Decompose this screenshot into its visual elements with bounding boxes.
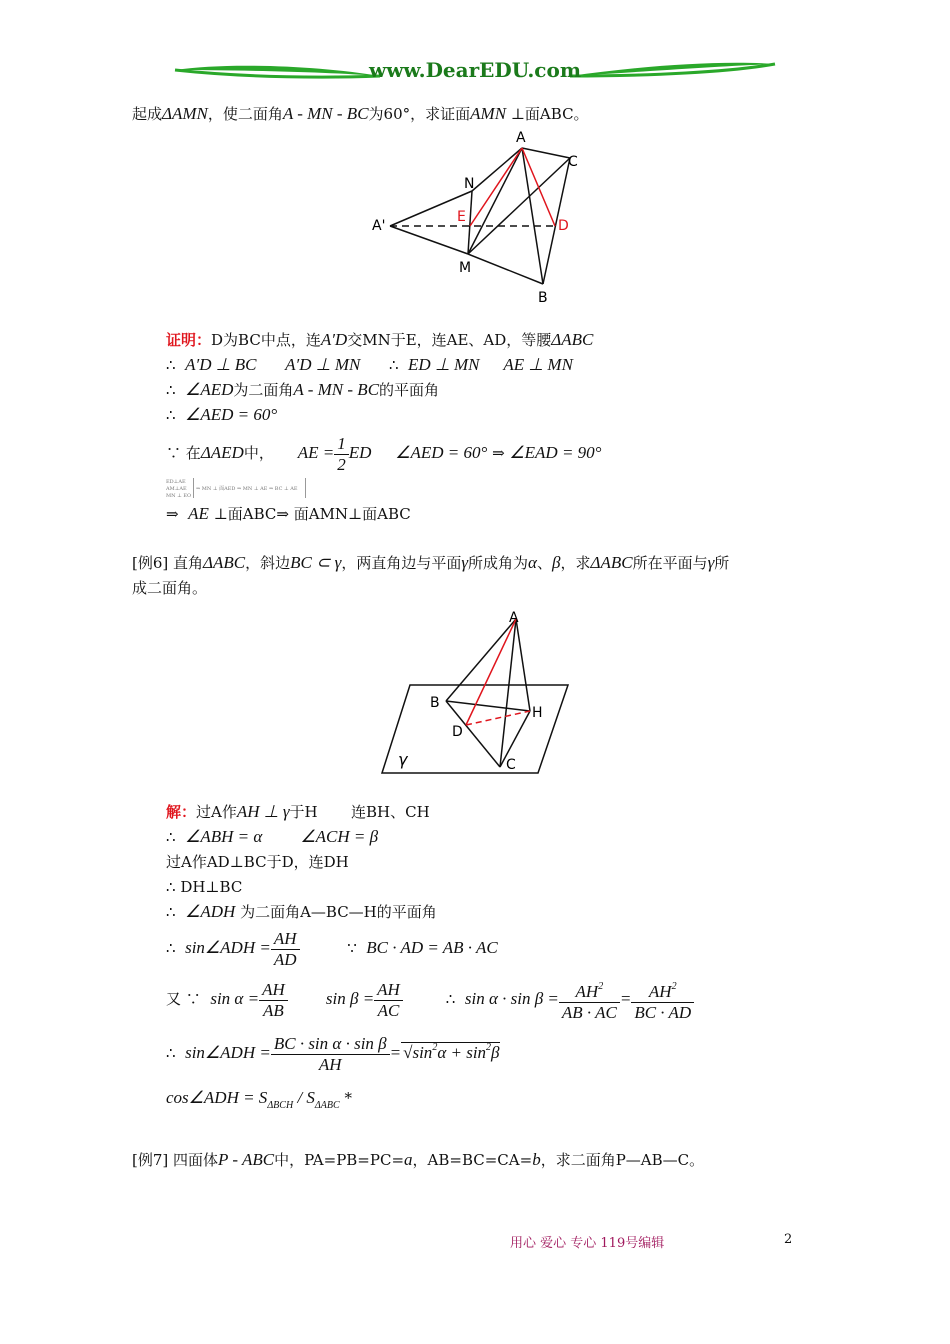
fraction-ah-ab: $\frac{AH}{AB}$ xyxy=(259,980,288,1021)
ex6-line2: 成二面角。 xyxy=(132,579,208,597)
footer-slogan: 用心 爱心 专心 119号编辑 xyxy=(510,1236,665,1251)
sol-line-7: 又 ∵ sin α = $\frac{AH}{AB}$ sin β = $\frac{AH}{AC}$ ∴ sin α · sin β = $\frac{AH^2}{AB \cdot AC}$ = $\frac{AH^2}{BC \cdot AD}$ xyxy=(166,977,694,1023)
label-C: C xyxy=(568,154,578,170)
tiny-bracket xyxy=(193,478,194,498)
sol-line-5: ∴ ∠ADH 为二面角A—BC—H的平面角 xyxy=(166,902,437,921)
tiny-bracket-right xyxy=(305,478,306,498)
label-D: D xyxy=(558,218,569,234)
fraction-one-half: $\frac{1}{2}$ xyxy=(334,434,349,475)
proof-line-3: ∴ ∠AED为二面角A - MN - BC的平面角 xyxy=(166,380,440,399)
label-A: A xyxy=(509,610,519,626)
ex5-line1: 起成ΔAMN，使二面角A - MN - BC为60°，求证面AMN ⊥面ABC。 xyxy=(132,104,589,123)
proof-line-2: ∴ A′D ⊥ BC A′D ⊥ MN ∴ ED ⊥ MN AE ⊥ MN xyxy=(166,355,573,374)
proof-line-5: ∵ 在ΔAED中， AE = $\frac{1}{2}$ ED ∠AED = 60° ⇒ ∠EAD = 90° xyxy=(166,433,602,474)
tiny-derivation-3: MN ⊥ EO xyxy=(166,493,192,499)
label-D: D xyxy=(452,724,463,740)
sol-line-8: ∴ sin∠ADH = $\frac{\text{BC · sin α · sin β}}{AH}$ = $√\sin^2\alpha + \sin^2\beta$ xyxy=(166,1033,500,1074)
figure-plane-triangle xyxy=(378,605,578,780)
label-A: A xyxy=(516,130,526,146)
tiny-derivation-1: ED⊥AE xyxy=(166,479,186,485)
figure-tetrahedron-amn xyxy=(360,126,600,316)
label-A-prime: A' xyxy=(372,218,386,234)
page-number: 2 xyxy=(784,1232,793,1247)
tiny-derivation-2: AM⊥AE xyxy=(166,486,187,492)
label-gamma: γ xyxy=(398,750,408,769)
sqrt-expression: $√\sin^2\alpha + \sin^2\beta$ xyxy=(403,1042,500,1062)
sol-line-6: ∴ sin∠ADH = $\frac{AH}{AD}$ ∵ BC · AD = AB · AC xyxy=(166,928,498,969)
label-M: M xyxy=(459,260,472,276)
fraction-ah-ad: $\frac{AH}{AD}$ xyxy=(271,929,300,970)
proof-line-6: ⇒ AE ⊥面ABC⇒ 面AMN⊥面ABC xyxy=(166,504,411,523)
site-logo-text: www.DearEDU.com xyxy=(368,58,581,82)
fraction-ah2-bcad: $\frac{AH^2}{BC \cdot AD}$ xyxy=(631,977,694,1023)
ex7-line1: [例7] 四面体P - ABC中，PA=PB=PC=a，AB=BC=CA=b，求二面角P—AB—C。 xyxy=(132,1150,705,1169)
sol-line-2: ∴ ∠ABH = α ∠ACH = β xyxy=(166,827,379,846)
header-banner xyxy=(170,56,780,88)
ex6-line1: [例6] 直角ΔABC，斜边BC ⊂ γ，两直角边与平面γ所成角为α、β，求ΔABC所在平面与γ所 xyxy=(132,553,730,572)
sol-line-4: ∴ DH⊥BC xyxy=(166,878,243,896)
label-N: N xyxy=(464,176,475,192)
label-C: C xyxy=(506,757,516,773)
label-E: E xyxy=(457,209,466,225)
sol-line-1: 解：过A作AH ⊥ γ于H 连BH、CH xyxy=(166,802,430,821)
sol-line-3: 过A作AD⊥BC于D，连DH xyxy=(166,853,349,871)
proof-line-1: 证明：D为BC中点，连A′D交MN于E，连AE、AD，等腰ΔABC xyxy=(166,330,594,349)
tiny-derivation-4: ⇒ MN ⊥ 面AED ⇒ MN ⊥ AE ⇒ BC ⊥ AE xyxy=(196,486,298,492)
proof-line-4: ∴ ∠AED = 60° xyxy=(166,405,278,424)
label-B: B xyxy=(538,290,548,306)
fraction-ah-ac: $\frac{AH}{AC}$ xyxy=(374,980,403,1021)
label-H: H xyxy=(532,705,543,721)
sol-line-9: cos∠ADH = $S_{\Delta BCH} / S_{\Delta ABC}$ * xyxy=(166,1088,352,1111)
fraction-ah2-abac: $\frac{AH^2}{AB \cdot AC}$ xyxy=(559,977,620,1023)
fraction-bc-sin-ah: $\frac{\text{BC · sin α · sin β}}{AH}$ xyxy=(271,1034,390,1075)
label-B: B xyxy=(430,695,440,711)
